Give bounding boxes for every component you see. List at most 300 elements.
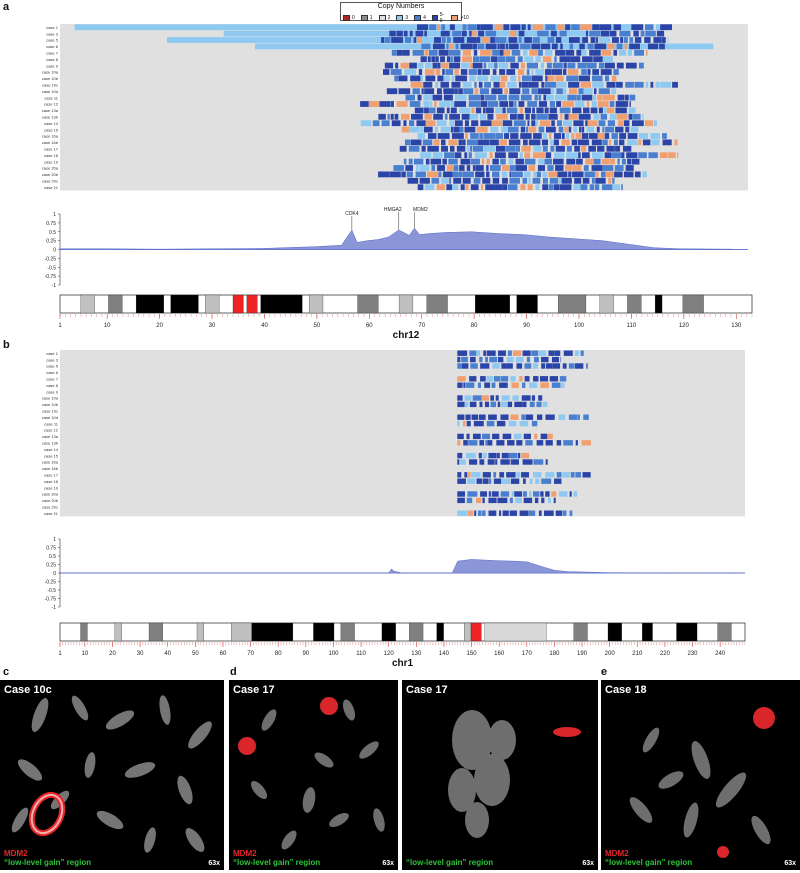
cn-segment (495, 133, 503, 139)
case-label: case 20a (41, 491, 58, 497)
cn-segment (473, 165, 476, 171)
cn-segment (506, 69, 515, 75)
cn-segment (448, 159, 457, 165)
cn-segment (481, 95, 485, 101)
cn-segment (492, 491, 499, 496)
cn-segment (532, 395, 535, 400)
case-label: case 15 (43, 127, 58, 133)
cn-segment (642, 172, 646, 178)
cn-segment (559, 491, 568, 496)
cn-segment (541, 498, 544, 503)
cn-segment (507, 363, 513, 368)
cn-segment (442, 69, 444, 75)
cn-segment (545, 472, 554, 477)
cn-segment (512, 50, 521, 56)
cn-segment (470, 114, 478, 120)
cn-segment (599, 37, 610, 43)
cn-segment (551, 88, 555, 94)
cn-segment (607, 108, 614, 114)
cn-segment (546, 152, 551, 158)
cn-segment (501, 127, 508, 133)
ideogram-band (471, 623, 481, 641)
cn-segment (634, 50, 644, 56)
cn-segment (567, 63, 575, 69)
cn-segment (433, 44, 445, 50)
cn-segment (419, 69, 422, 75)
cn-segment (483, 108, 485, 114)
cn-segment (418, 63, 424, 69)
cn-segment (482, 453, 486, 458)
cn-segment (498, 95, 507, 101)
cn-segment (492, 434, 499, 439)
cn-segment (425, 76, 435, 82)
cn-segment (537, 31, 548, 37)
cn-segment (373, 120, 380, 126)
case-label: case 18 (43, 478, 58, 484)
cn-segment (493, 472, 496, 477)
cn-segment (537, 415, 542, 420)
cn-segment (466, 383, 474, 388)
cn-segment (482, 69, 490, 75)
x-tick-label: 160 (494, 651, 505, 657)
cn-segment (450, 146, 455, 152)
magnification-label: 63x (208, 860, 220, 867)
cn-segment (463, 383, 465, 388)
cn-segment (563, 120, 572, 126)
ideogram-band (642, 623, 652, 641)
magnification-label: 63x (582, 860, 594, 867)
cn-segment (462, 363, 469, 368)
cn-segment (550, 178, 559, 184)
cn-segment (564, 127, 568, 133)
cn-segment (474, 511, 476, 516)
cn-segment (479, 440, 484, 445)
cn-segment (601, 114, 607, 120)
cn-segment (555, 76, 563, 82)
cn-segment (502, 172, 508, 178)
cn-segment (579, 76, 590, 82)
cn-segment (511, 383, 518, 388)
cn-segment (403, 120, 406, 126)
ideogram-band (382, 623, 396, 641)
cn-segment (504, 133, 509, 139)
ideogram-band (437, 623, 444, 641)
cn-segment (469, 152, 472, 158)
cn-segment (509, 44, 519, 50)
cn-segment (487, 351, 496, 356)
cn-segment (467, 479, 475, 484)
case-label: case 15 (43, 453, 58, 459)
cn-segment (618, 120, 623, 126)
cn-segment (552, 363, 560, 368)
cn-segment (476, 498, 481, 503)
cn-segment (404, 69, 416, 75)
cn-segment (486, 165, 488, 171)
panel-letter-a: a (3, 1, 10, 13)
ideogram-band (341, 623, 355, 641)
cn-segment (457, 453, 462, 458)
cn-segment (562, 133, 565, 139)
cn-segment (585, 172, 595, 178)
y-tick-label: -0.5 (47, 588, 56, 594)
cn-segment (497, 44, 499, 50)
cn-segment (574, 178, 581, 184)
cn-segment (557, 120, 562, 126)
cn-segment (617, 44, 623, 50)
cn-segment (427, 172, 438, 178)
cn-segment (465, 402, 469, 407)
cn-segment (361, 120, 372, 126)
cn-segment (532, 421, 537, 426)
cn-segment (570, 491, 572, 496)
cn-segment (520, 108, 524, 114)
cn-segment (620, 37, 623, 43)
cn-segment (498, 351, 506, 356)
cn-segment (500, 159, 505, 165)
cn-segment (507, 357, 514, 362)
cn-segment (603, 95, 615, 101)
cn-segment (465, 127, 476, 133)
cn-segment (522, 395, 531, 400)
cn-segment (433, 152, 443, 158)
cn-segment (489, 357, 497, 362)
cn-segment (467, 472, 470, 477)
cn-segment (552, 383, 561, 388)
cn-segment (592, 82, 604, 88)
cn-segment (581, 184, 588, 190)
cn-segment (437, 184, 445, 190)
cn-segment (587, 63, 597, 69)
cn-segment (415, 108, 424, 114)
cn-segment (510, 172, 512, 178)
cn-segment (562, 472, 569, 477)
cn-segment (496, 37, 507, 43)
cn-segment (437, 76, 443, 82)
cn-segment (605, 133, 609, 139)
cn-segment (523, 479, 526, 484)
x-tick-label: 20 (109, 651, 116, 657)
cn-segment (397, 50, 403, 56)
cn-segment (525, 376, 530, 381)
cn-segment (424, 127, 433, 133)
cn-segment (491, 76, 501, 82)
cn-segment (548, 434, 553, 439)
x-tick-label: 110 (356, 651, 366, 657)
cn-segment (522, 88, 529, 94)
ideogram-band (313, 623, 334, 641)
cn-segment (616, 101, 626, 107)
cn-segment (487, 114, 493, 120)
case-label: case 16b (41, 140, 58, 146)
cn-segment (468, 24, 477, 30)
cn-segment (583, 415, 589, 420)
cn-segment (467, 434, 470, 439)
annotation-label: HMGA2 (383, 207, 402, 213)
cn-segment (496, 114, 507, 120)
cn-segment (626, 165, 634, 171)
cn-segment (513, 351, 521, 356)
cn-segment (578, 31, 584, 37)
cn-segment (567, 95, 576, 101)
cn-segment (491, 56, 497, 62)
cn-segment (638, 140, 641, 146)
cn-segment (401, 172, 405, 178)
cn-segment (483, 133, 495, 139)
cn-segment (455, 88, 458, 94)
x-tick-label: 70 (247, 651, 254, 657)
cn-segment (529, 127, 537, 133)
cn-segment (599, 120, 606, 126)
cn-segment (465, 415, 470, 420)
cn-segment (497, 498, 507, 503)
cn-segment (499, 511, 501, 516)
x-tick-label: 80 (470, 323, 478, 329)
cn-segment (632, 120, 644, 126)
cn-segment (446, 24, 449, 30)
cn-segment (422, 37, 431, 43)
cn-segment (441, 146, 448, 152)
cn-segment (601, 172, 606, 178)
cn-segment (434, 101, 437, 107)
x-tick-label: 1 (58, 323, 62, 329)
cn-segment (480, 114, 486, 120)
x-tick-label: 110 (626, 323, 637, 329)
cn-segment (539, 511, 542, 516)
cn-segment (498, 402, 500, 407)
cn-segment (521, 415, 525, 420)
case-label: case 16b (41, 466, 58, 472)
cn-segment (504, 50, 510, 56)
cn-segment (562, 101, 574, 107)
case-label: case 20b (41, 498, 58, 504)
cn-segment (492, 159, 498, 165)
cn-segment (556, 101, 561, 107)
micrograph-case-17-a (229, 680, 398, 870)
cn-segment (554, 133, 561, 139)
cn-segment (416, 165, 419, 171)
case-label: case 21 (43, 184, 58, 190)
cn-segment (473, 146, 483, 152)
cn-segment (474, 178, 481, 184)
cn-segment (509, 453, 517, 458)
y-tick-label: 1 (53, 537, 56, 543)
cn-segment (522, 24, 526, 30)
cn-segment (537, 402, 542, 407)
cn-segment (485, 95, 496, 101)
cn-segment (502, 479, 510, 484)
micrograph-image-e (601, 680, 800, 870)
cn-segment (526, 31, 535, 37)
case-label: case 8 (46, 56, 58, 62)
cn-segment (447, 56, 450, 62)
cn-segment (539, 101, 547, 107)
cn-segment (510, 63, 518, 69)
cn-segment (518, 69, 524, 75)
cn-segment (557, 82, 567, 88)
cn-segment (556, 37, 561, 43)
cn-segment (586, 127, 594, 133)
cn-segment (465, 120, 469, 126)
cn-segment (469, 95, 481, 101)
cn-segment (529, 82, 539, 88)
cn-segment (651, 140, 659, 146)
cn-segment (610, 101, 615, 107)
cn-segment (439, 172, 442, 178)
cn-segment (527, 101, 537, 107)
cn-segment (469, 351, 476, 356)
cn-segment (635, 172, 641, 178)
cn-segment (661, 37, 666, 43)
cn-segment (605, 127, 614, 133)
cn-segment (439, 101, 451, 107)
ideogram-band (718, 623, 732, 641)
cn-segment (490, 140, 499, 146)
cn-segment (499, 140, 507, 146)
cn-segment (509, 140, 520, 146)
cn-segment (441, 178, 448, 184)
cn-segment (528, 165, 535, 171)
cn-segment (574, 146, 580, 152)
cn-segment (461, 159, 471, 165)
cn-segment (437, 88, 442, 94)
x-tick-label: 50 (191, 651, 199, 657)
legend-swatch (414, 15, 421, 21)
cn-segment (416, 120, 425, 126)
cn-segment (470, 133, 479, 139)
cn-segment (433, 95, 443, 101)
cn-segment (462, 56, 472, 62)
cn-segment (569, 37, 580, 43)
micrograph-case-label: Case 18 (605, 684, 647, 696)
cn-segment (442, 159, 446, 165)
cn-segment (660, 82, 671, 88)
micrograph-image-c (0, 680, 224, 870)
cn-segment (451, 127, 453, 133)
legend-label: 3 (405, 15, 409, 21)
cn-segment (473, 434, 481, 439)
cn-segment (541, 63, 544, 69)
cn-segment (508, 351, 512, 356)
ideogram-band (252, 623, 293, 641)
chart-b (0, 535, 800, 615)
cn-segment (531, 120, 535, 126)
cn-segment (568, 69, 579, 75)
cn-segment (523, 140, 528, 146)
cn-segment (481, 101, 487, 107)
cn-segment (500, 82, 506, 88)
cn-segment (486, 172, 489, 178)
x-tick-label: 200 (604, 651, 615, 657)
cn-segment (602, 127, 604, 133)
x-tick-label: 140 (438, 651, 449, 657)
y-tick-label: 1 (53, 212, 56, 218)
y-tick-label: -0.25 (44, 579, 56, 586)
cn-segment (508, 127, 519, 133)
cn-segment (529, 140, 541, 146)
cn-segment (469, 101, 481, 107)
cn-segment (578, 415, 580, 420)
cn-segment (428, 31, 440, 37)
cn-segment (480, 491, 487, 496)
cn-segment (488, 63, 494, 69)
cn-segment (463, 50, 471, 56)
cn-segment (545, 50, 552, 56)
cn-segment (385, 37, 391, 43)
cn-segment (529, 511, 535, 516)
cn-segment (573, 120, 583, 126)
cn-segment (405, 165, 413, 171)
cn-segment (491, 88, 502, 94)
cn-segment (613, 69, 618, 75)
cn-segment (480, 363, 489, 368)
cn-segment (519, 31, 525, 37)
cn-segment (524, 172, 531, 178)
series-area (60, 228, 732, 249)
ideogram-band (427, 295, 448, 313)
cn-segment (410, 31, 413, 37)
cn-segment (468, 440, 477, 445)
cn-segment (619, 133, 626, 139)
cn-segment (566, 133, 569, 139)
cn-segment (555, 95, 567, 101)
cn-segment (486, 31, 497, 37)
cn-segment (463, 172, 474, 178)
cn-segment (479, 459, 484, 464)
cn-segment (540, 491, 543, 496)
case-label: case 14 (43, 446, 58, 452)
cn-segment (457, 472, 461, 477)
cn-segment (590, 184, 594, 190)
cn-segment (391, 101, 394, 107)
x-tick-label: 20 (156, 323, 163, 329)
panel-letter-c: c (3, 666, 10, 678)
case-label: case 10a (41, 69, 58, 75)
cn-segment (428, 56, 431, 62)
cn-segment (503, 108, 506, 114)
cn-segment (514, 434, 521, 439)
cn-segment (454, 101, 466, 107)
cn-segment (518, 76, 520, 82)
cn-segment (548, 76, 555, 82)
cn-segment (472, 31, 477, 37)
cn-segment (473, 56, 480, 62)
cn-segment (617, 114, 628, 120)
cn-segment (547, 63, 552, 69)
cn-segment (582, 440, 591, 445)
cn-segment (510, 24, 520, 30)
cn-segment (579, 114, 591, 120)
cn-segment (612, 152, 622, 158)
cn-segment (481, 24, 493, 30)
cn-segment (629, 37, 633, 43)
cn-segment (463, 82, 472, 88)
cn-segment (589, 133, 598, 139)
cn-segment (498, 56, 506, 62)
cn-segment (629, 44, 640, 50)
x-tick-label: 170 (521, 651, 532, 657)
cn-segment (561, 140, 569, 146)
cn-segment (494, 376, 500, 381)
cn-segment (634, 82, 643, 88)
cn-segment (497, 31, 500, 37)
x-tick-label: 210 (632, 651, 643, 657)
cn-segment (452, 31, 461, 37)
cn-segment (457, 415, 464, 420)
cn-segment (461, 184, 465, 190)
y-tick-label: -0.75 (44, 596, 56, 603)
cn-segment (625, 44, 627, 50)
cn-segment (444, 152, 454, 158)
